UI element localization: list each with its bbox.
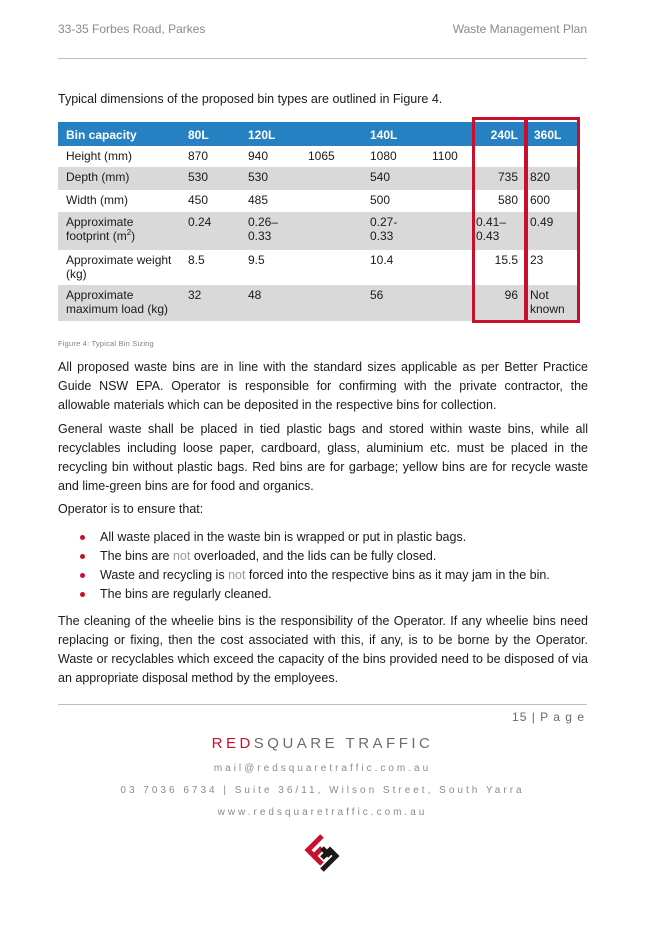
header-address: 33-35 Forbes Road, Parkes <box>58 22 206 36</box>
table-cell: 1080 <box>362 146 424 167</box>
footprint-unit-suffix: ) <box>131 229 136 243</box>
list-item <box>80 585 580 604</box>
table-header-cell: 240L <box>472 122 526 146</box>
table-cell: 870 <box>180 146 240 167</box>
list-item-text: The bins are <box>100 549 173 563</box>
footprint-label: Approximate footprint (m <box>66 215 134 243</box>
list-item <box>80 547 580 566</box>
table-cell: Not known <box>526 285 578 321</box>
bullet-list <box>80 528 580 604</box>
table-cell <box>424 250 472 285</box>
table-cell: 500 <box>362 190 424 212</box>
paragraph: Operator is to ensure that: <box>58 502 204 516</box>
table-cell: 485 <box>240 190 300 212</box>
table-cell: 0.26–0.33 <box>240 212 300 250</box>
table-cell: 530 <box>180 167 240 190</box>
table-header-cell: 80L <box>180 122 240 146</box>
highlight-360l-box <box>525 117 580 323</box>
table-cell: Depth (mm) <box>58 167 180 190</box>
table-cell: 600 <box>526 190 578 212</box>
list-item-text: forced into the respective bins as it may jam in the bin. <box>245 568 550 582</box>
bullet-icon <box>80 573 85 578</box>
table-cell: 1100 <box>424 146 472 167</box>
table-header-cell: Bin capacity <box>58 122 180 146</box>
table-cell: 0.27-0.33 <box>362 212 424 250</box>
table-cell: 530 <box>240 167 300 190</box>
list-item-text: overloaded, and the lids can be fully closed. <box>190 549 437 563</box>
list-item-text: All waste placed in the waste bin is wrapped or put in plastic bags. <box>100 530 467 544</box>
table-cell: 48 <box>240 285 300 321</box>
page-header <box>58 22 587 42</box>
footprint-unit-sup: 2 <box>126 228 132 237</box>
table-header-cell <box>424 122 472 146</box>
table-cell <box>424 285 472 321</box>
table-header-cell <box>300 122 362 146</box>
table-cell <box>424 212 472 250</box>
highlight-240l-box <box>472 117 527 323</box>
contact-email: mail@redsquaretraffic.com.au <box>213 763 432 774</box>
contact-website: www.redsquaretraffic.com.au <box>217 807 428 818</box>
table-cell: 580 <box>472 190 526 212</box>
table-cell: 9.5 <box>240 250 300 285</box>
table-cell: Approximate weight (kg) <box>58 250 180 285</box>
header-doc-title: Waste Management Plan <box>452 22 587 36</box>
table-cell: 540 <box>362 167 424 190</box>
table-cell: 735 <box>472 167 526 190</box>
table-cell: 1065 <box>300 146 362 167</box>
list-item-text: Waste and recycling is <box>100 568 229 582</box>
brand-name <box>0 735 645 752</box>
list-item-muted: not <box>228 568 246 582</box>
table-cell: 8.5 <box>180 250 240 285</box>
contact-phone-address: 03 7036 6734 | Suite 36/11, Wilson Street, South Yarra <box>120 785 525 796</box>
paragraph: General waste shall be placed in tied plastic bags and stored within waste bins, while all recyclables including loose paper, cardboard, glass, aluminium etc. must be placed in the recycling bin without plastic bags. Red bins are for garbage; yellow bins are for recycle waste and lime-green bins are for food and organics. <box>58 422 588 493</box>
header-divider <box>58 58 587 59</box>
list-item <box>80 528 580 547</box>
table-cell: 32 <box>180 285 240 321</box>
table-cell: 56 <box>362 285 424 321</box>
table-cell <box>424 167 472 190</box>
bullet-icon <box>80 554 85 559</box>
table-cell: 820 <box>526 167 578 190</box>
footer-divider <box>58 704 587 705</box>
table-cell: Width (mm) <box>58 190 180 212</box>
table-cell <box>300 250 362 285</box>
table-cell: 15.5 <box>472 250 526 285</box>
brand-logo-icon <box>300 834 344 872</box>
list-item-muted: not <box>172 549 191 563</box>
table-cell: 10.4 <box>362 250 424 285</box>
table-cell: 0.24 <box>180 212 240 250</box>
paragraph: The cleaning of the wheelie bins is the responsibility of the Operator. If any wheelie bins need replacing or fixing, then the cost associated with this, if any, is to be borne by the Operator. Waste or recyclables which exceed the capacity of the bins provided need to be disposed of via an appropriate disposal method by the employees. <box>58 614 588 685</box>
table-cell <box>300 285 362 321</box>
bullet-icon <box>80 592 85 597</box>
table-cell: 96 <box>472 285 526 321</box>
list-item-text: The bins are regularly cleaned. <box>100 587 272 601</box>
table-cell: 23 <box>526 250 578 285</box>
bullet-icon <box>80 535 85 540</box>
table-cell: Approximate maximum load (kg) <box>58 285 180 321</box>
table-cell <box>300 167 362 190</box>
table-cell: Height (mm) <box>58 146 180 167</box>
figure-caption: Figure 4: Typical Bin Sizing <box>58 339 154 348</box>
table-cell <box>300 212 362 250</box>
intro-text: Typical dimensions of the proposed bin types are outlined in Figure 4. <box>58 92 443 106</box>
table-cell: 450 <box>180 190 240 212</box>
table-cell <box>424 190 472 212</box>
paragraph: All proposed waste bins are in line with the standard sizes applicable as per Better Practice Guide NSW EPA. Operator is responsible for confirming with the private contractor, the allowable materials which can be deposited in the respective bins for collection. <box>58 360 588 412</box>
brand-name-rest: SQUARE TRAFFIC <box>253 735 434 752</box>
table-cell: 0.41–0.43 <box>472 212 526 250</box>
brand-name-red: RED <box>211 735 254 752</box>
list-item <box>80 566 580 585</box>
table-header-cell: 120L <box>240 122 300 146</box>
table-header-cell: 360L <box>526 122 578 146</box>
table-cell: 940 <box>240 146 300 167</box>
page-number: 15 | P a g e <box>512 710 585 724</box>
table-cell: 0.49 <box>526 212 578 250</box>
table-header-cell: 140L <box>362 122 424 146</box>
table-cell <box>300 190 362 212</box>
table-cell <box>58 212 180 250</box>
